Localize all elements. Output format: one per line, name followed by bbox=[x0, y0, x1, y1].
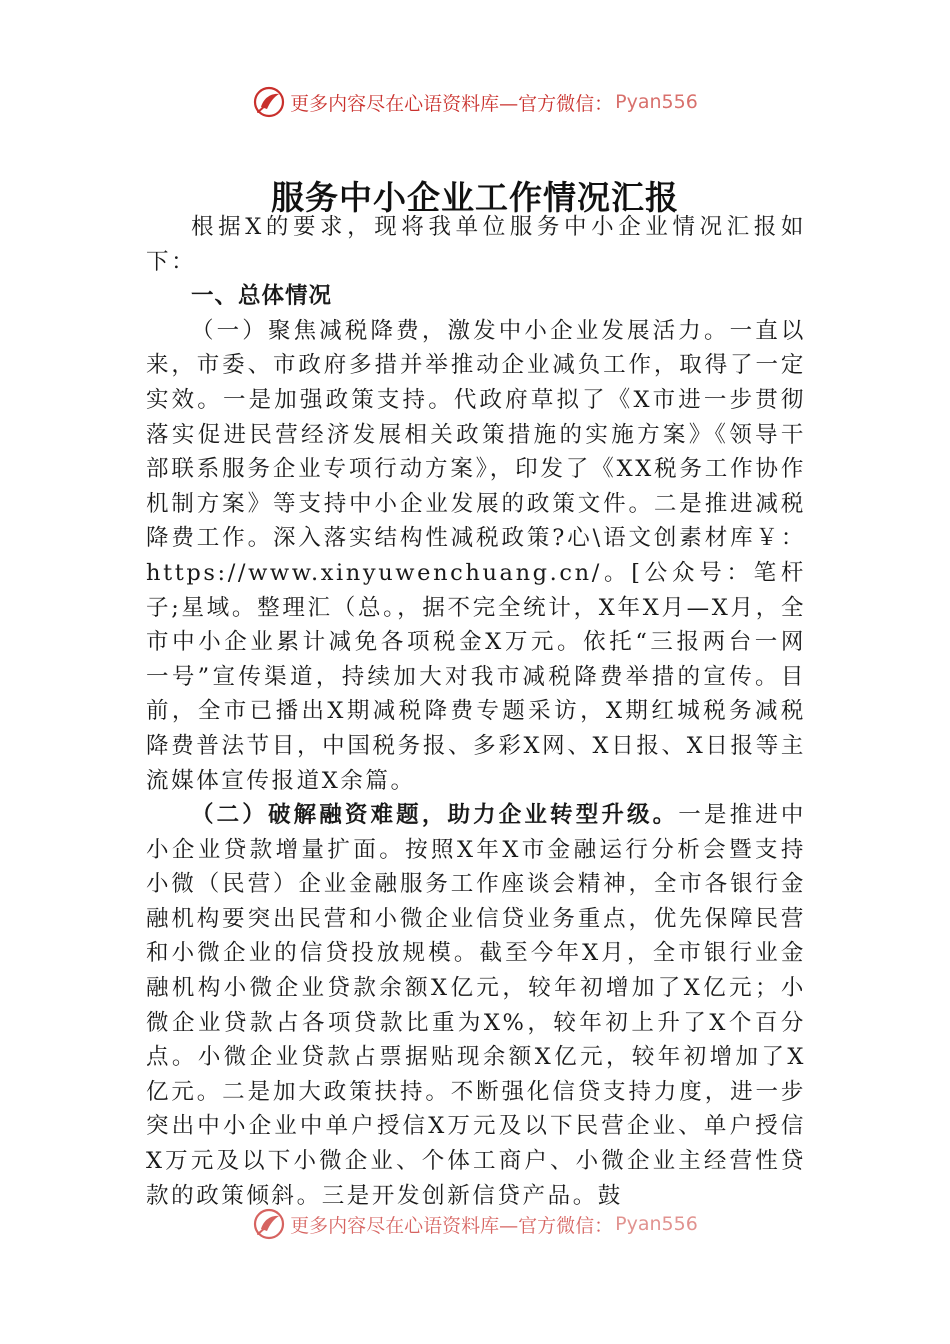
watermark-text: 更多内容尽在心语资料库—官方微信： bbox=[290, 92, 614, 115]
brand-logo-icon bbox=[252, 85, 286, 119]
watermark-wechat-id: Pyan556 bbox=[615, 1213, 698, 1235]
paragraph-financing bbox=[146, 798, 806, 1213]
document-title: 服务中小企业工作情况汇报 bbox=[271, 178, 679, 218]
paragraph-financing-body: 一是推进中小企业贷款增量扩面。按照X年X市金融运行分析会暨支持小微（民营）企业金融服务工作座谈会精神，全市各银行金融机构要突出民营和小微企业信贷业务重点，优先保障民营和小微企业的信贷投放规模。截至今年X月，全市银行业金融机构小微企业贷款余额X亿元，较年初增加了X亿元；小微企业贷款占各项贷款比重为X%，较年初上升了X个百分点。小微企业贷款占票据贴现余额X亿元，较年初增加了X亿元。二是加大政策扶持。不断强化信贷支持力度，进一步突出中小企业中单户授信X万元及以下民营企业、单户授信X万元及以下小微企业、个体工商户、小微企业主经营性贷款的政策倾斜。三是开发创新信贷产品。鼓 bbox=[146, 802, 806, 1209]
intro-paragraph: 根据X的要求，现将我单位服务中小企业情况汇报如下： bbox=[146, 214, 806, 275]
watermark-text: 更多内容尽在心语资料库—官方微信： bbox=[290, 1214, 614, 1237]
paragraph-tax-relief: （一）聚焦减税降费，激发中小企业发展活力。一直以来，市委、市政府多措并举推动企业减负工作，取得了一定实效。一是加强政策支持。代政府草拟了《X市进一步贯彻落实促进民营经济发展相关政策措施的实施方案》《领导干部联系服务企业专项行动方案》，印发了《XX税务工作协作机制方案》等支持中小企业发展的政策文件。二是推进减税降费工作。深入落实结构性减税政策?心\语文创素材库￥：https://www.xinyuwenchuang.cn/。[公众号：笔杆子;星域。整理汇（总。，据不完全统计，X年X月—X月，全市中小企业累计减免各项税金X万元。依托“三报两台一网一号”宣传渠道，持续加大对我市减税降费举措的宣传。目前，全市已播出X期减税降费专题采访，X期红城税务减税降费普法节目，中国税务报、多彩X网、X日报、X日报等主流媒体宣传报道X余篇。 bbox=[146, 317, 806, 794]
watermark-footer bbox=[0, 1206, 950, 1242]
document-body bbox=[146, 210, 806, 1213]
watermark-header bbox=[0, 84, 950, 120]
section-heading: 一、总体情况 bbox=[191, 283, 333, 310]
watermark-wechat-id: Pyan556 bbox=[615, 91, 698, 113]
document-body-viewport bbox=[0, 210, 950, 1220]
subheading-financing: （二）破解融资难题，助力企业转型升级。 bbox=[191, 802, 679, 829]
brand-logo-icon bbox=[252, 1207, 286, 1241]
